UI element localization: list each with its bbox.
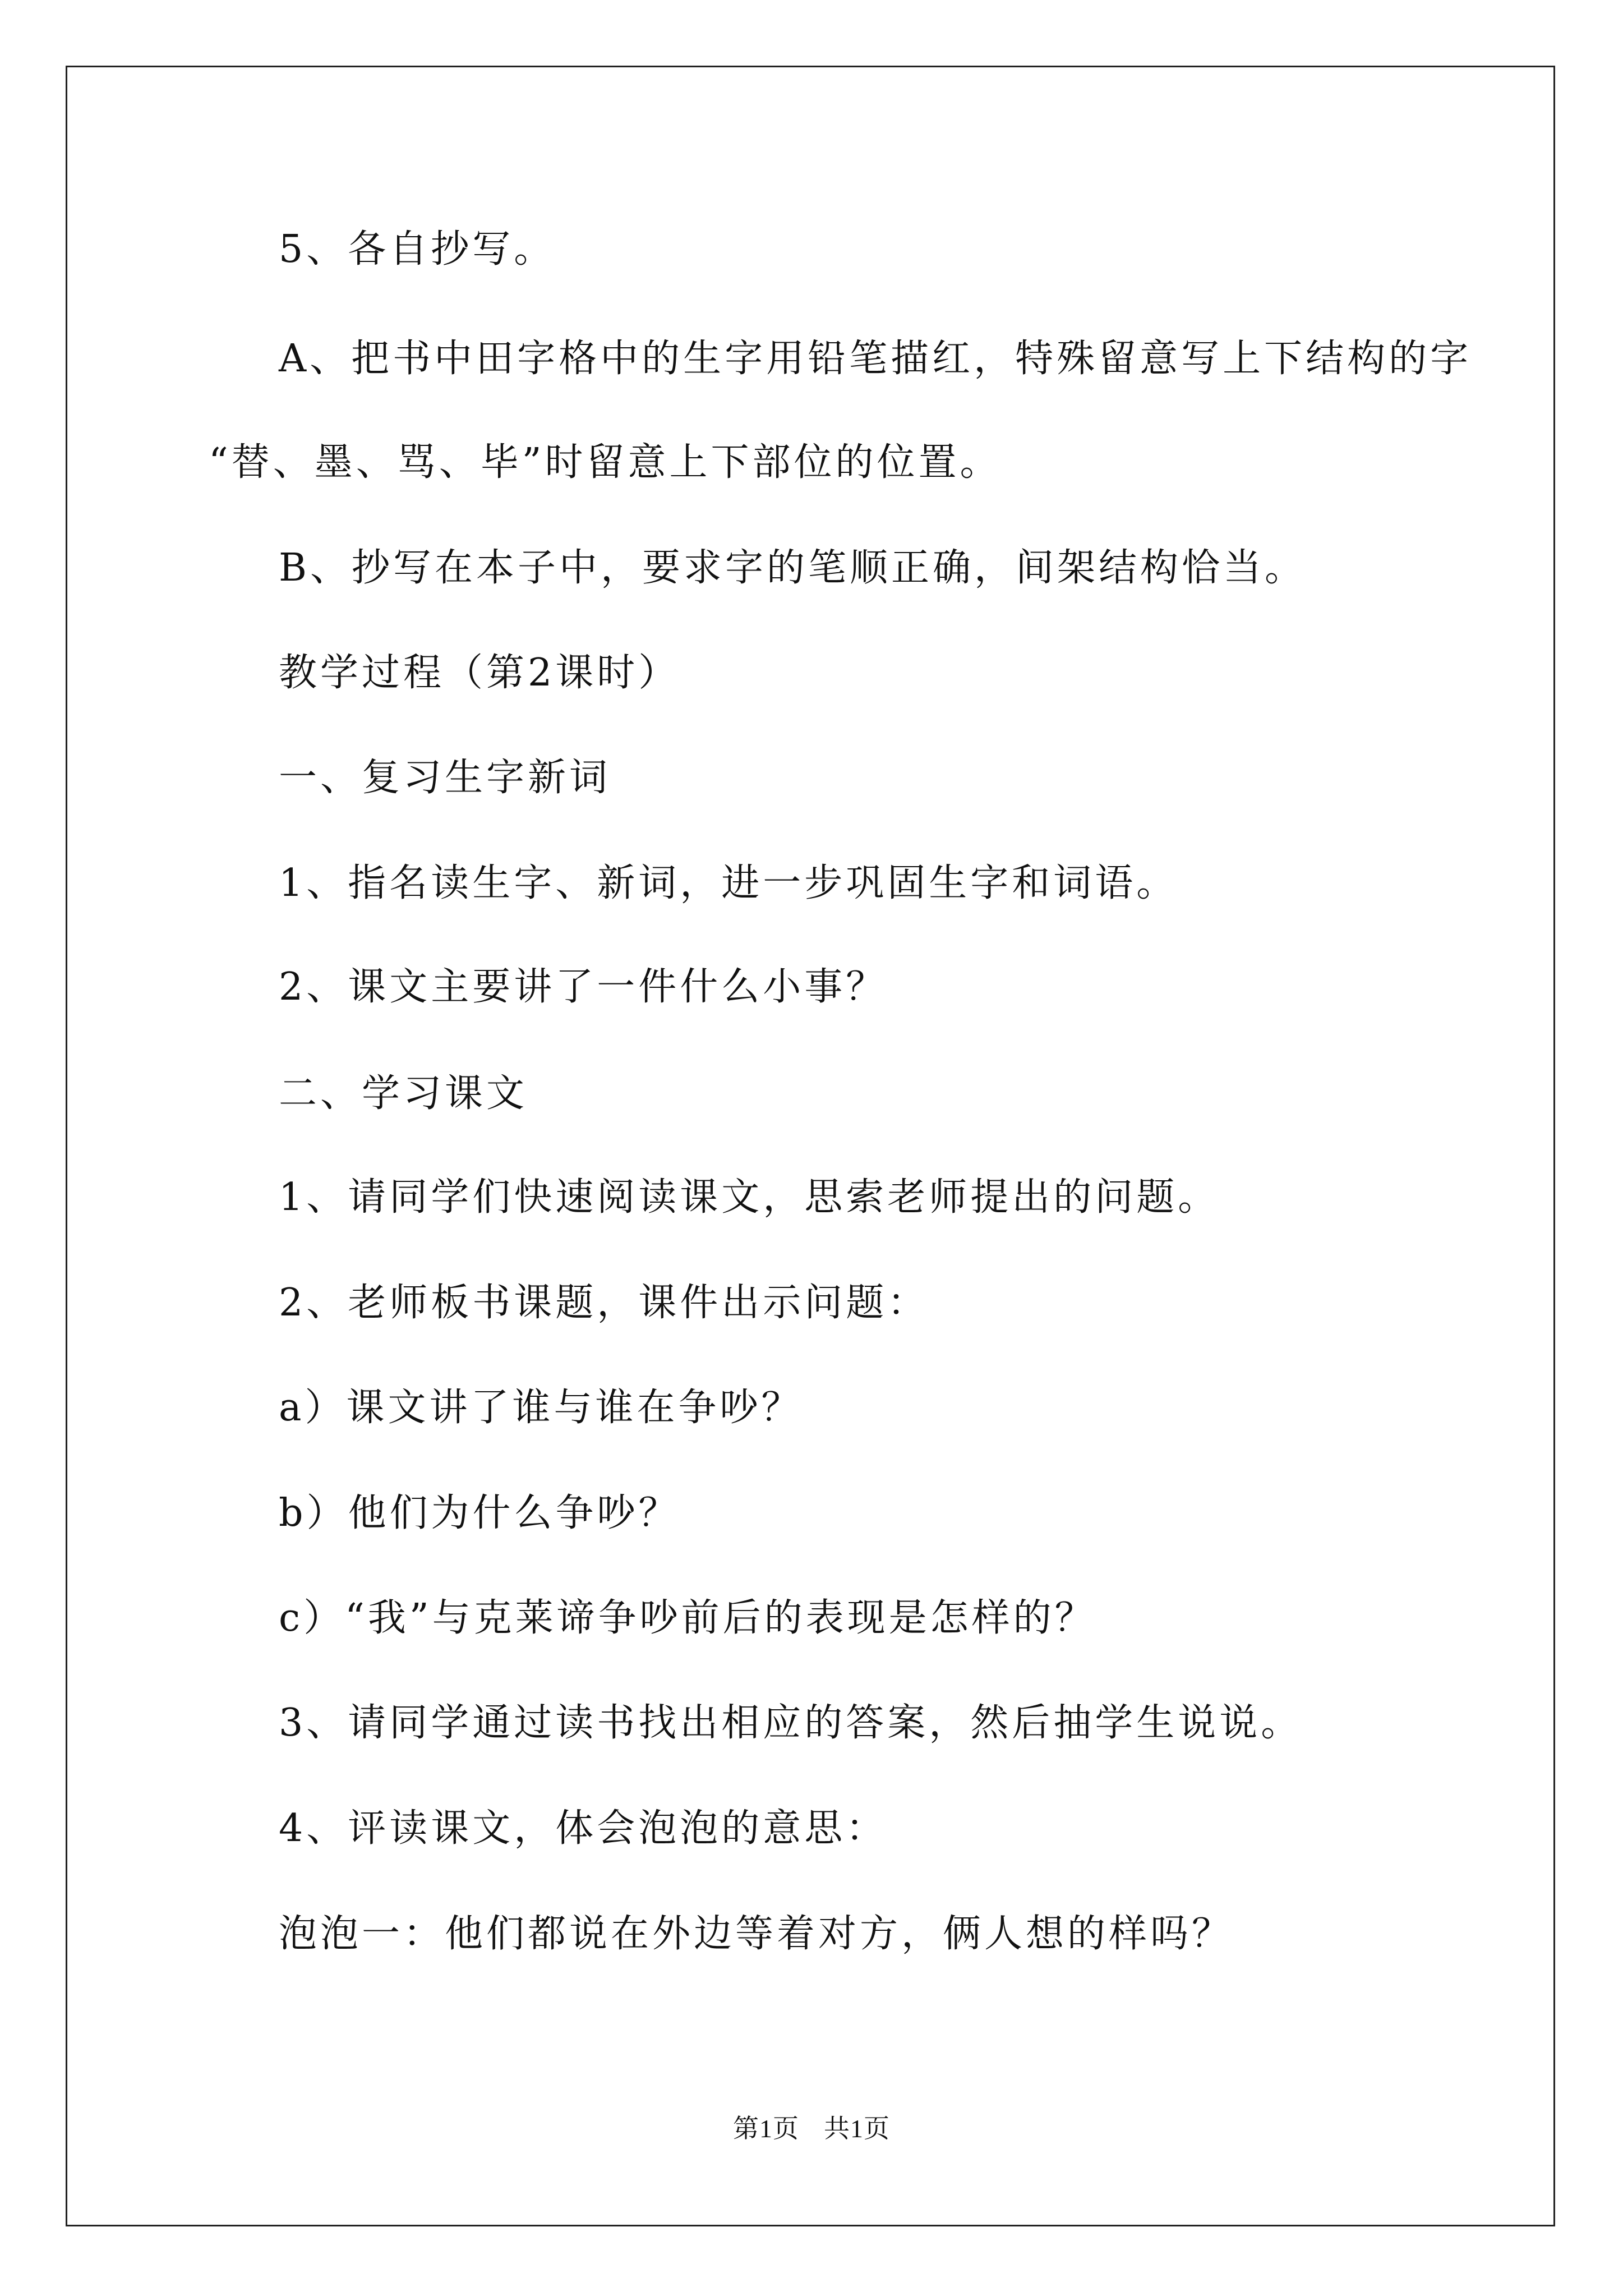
page-footer: [0, 2112, 1623, 2146]
paragraph: 5、各自抄写。: [279, 227, 556, 272]
paragraph: “替、墨、骂、毕”时留意上下部位的位置。: [209, 440, 1002, 485]
page-number: 第1页: [733, 2114, 799, 2143]
section-heading: 教学过程（第2课时）: [279, 651, 680, 695]
paragraph: c）“我”与克莱谛争吵前后的表现是怎样的？: [279, 1596, 1096, 1640]
paragraph: b）他们为什么争吵？: [279, 1491, 680, 1535]
page-border: [66, 66, 1555, 2226]
paragraph: 2、课文主要讲了一件什么小事？: [279, 965, 888, 1009]
paragraph: B、抄写在本子中，要求字的笔顺正确，间架结构恰当。: [279, 546, 1306, 590]
paragraph: A、把书中田字格中的生字用铅笔描红，特殊留意写上下结构的字: [279, 337, 1472, 381]
paragraph: 4、评读课文，体会泡泡的意思：: [279, 1806, 888, 1851]
paragraph: 泡泡一：他们都说在外边等着对方，俩人想的样吗？: [279, 1912, 1234, 1956]
section-heading: 二、学习课文: [279, 1071, 528, 1116]
paragraph: a）课文讲了谁与谁在争吵？: [279, 1386, 803, 1430]
paragraph: 1、指名读生字、新词，进一步巩固生字和词语。: [279, 861, 1178, 905]
section-heading: 一、复习生字新词: [279, 756, 611, 800]
paragraph: 3、请同学通过读书找出相应的答案，然后抽学生说说。: [279, 1701, 1303, 1745]
paragraph: 1、请同学们快速阅读课文，思索老师提出的问题。: [279, 1175, 1220, 1220]
paragraph: 2、老师板书课题，课件出示问题：: [279, 1281, 929, 1325]
page-total: 共1页: [824, 2114, 890, 2143]
